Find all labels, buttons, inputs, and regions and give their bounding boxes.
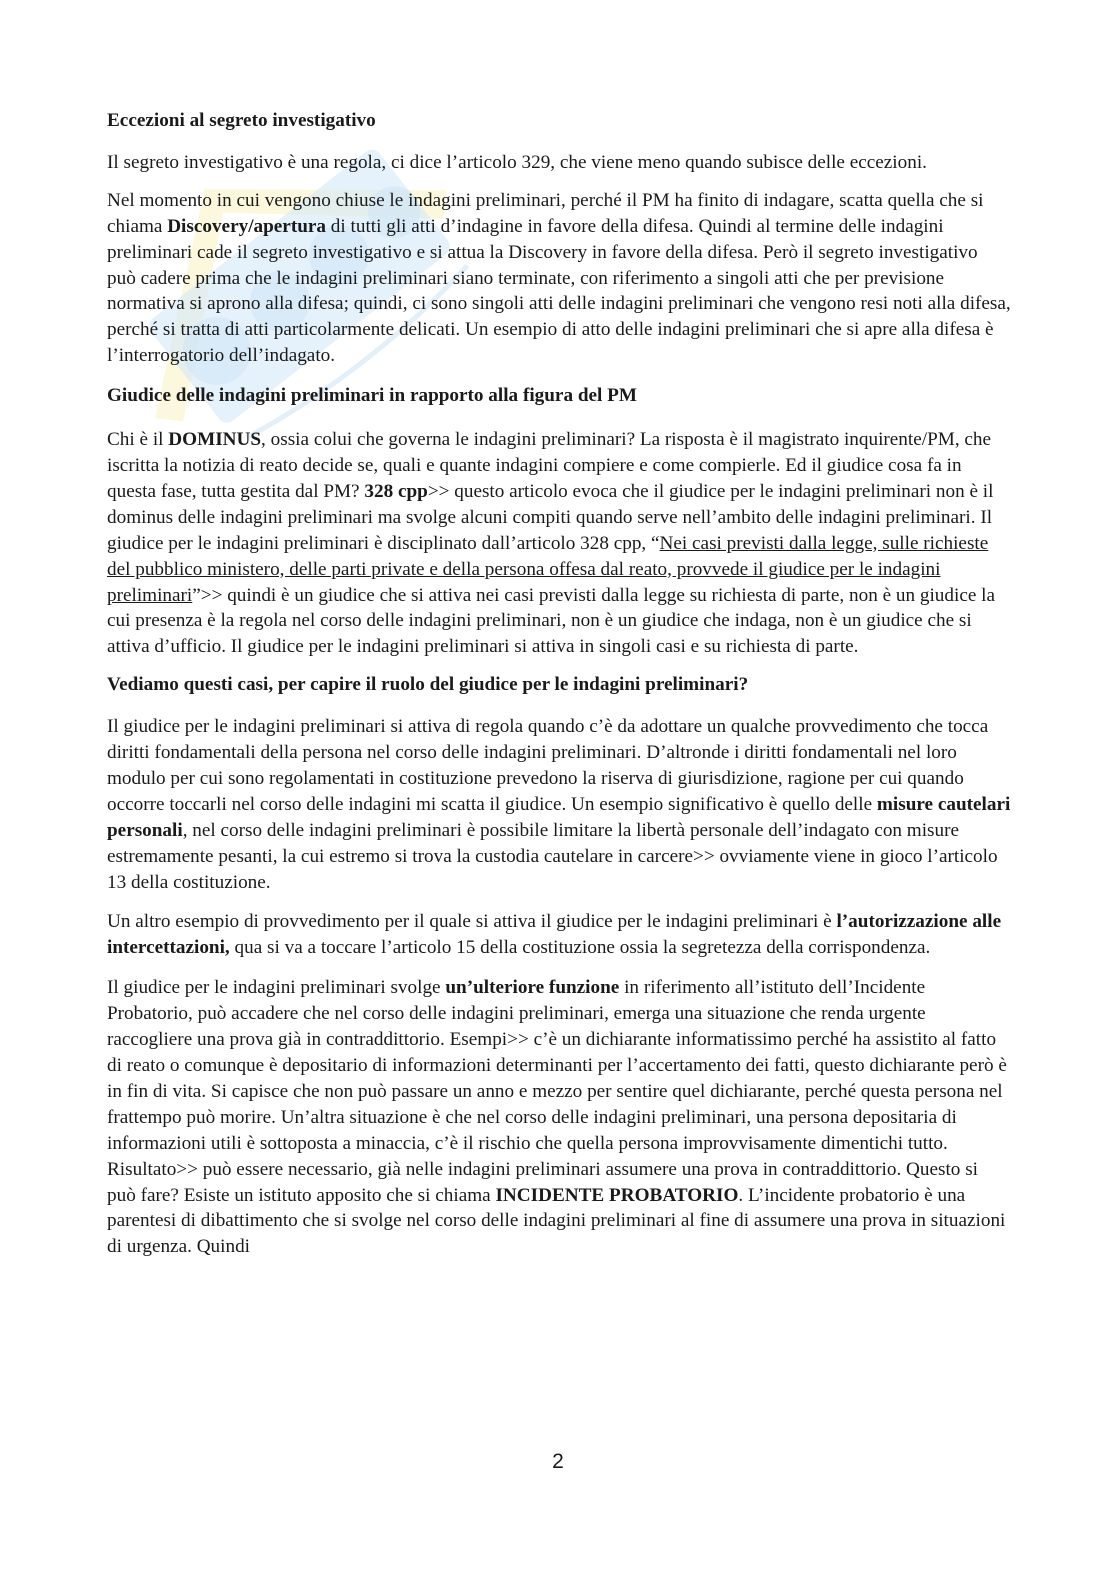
bold-328-cpp: 328 cpp: [364, 480, 428, 502]
bold-misure-cautelari: misure cautelari personali: [107, 793, 1011, 841]
paragraph-misure-cautelari: Il giudice per le indagini preliminari si attiva di regola quando c’è da adottare un qualche provvedimento che tocca diritti fondamentali della persona nel corso delle indagini preliminari. D’altronde i diritti fondamentali nel loro modulo per cui sono regolamentati in costituzione prevedono la riserva di giurisdizione, ragione per cui quando occorre toccarli nel corso delle indagini mi scatta il giudice. Un esempio significativo è quello delle misure cautelari personali, nel corso delle indagini preliminari è possibile limitare la libertà personale dell’indagato con misure estremamente pesanti, la cui estremo si trova la custodia cautelare in carcere>> ovviamente viene in gioco l’articolo 13 della costituzione.: [107, 716, 1011, 893]
bold-incidente-probatorio: INCIDENTE PROBATORIO: [495, 1184, 739, 1206]
bold-discovery-apertura: Discovery/apertura: [167, 215, 326, 237]
paragraph-segreto-regola: Il segreto investigativo è una regola, ci dice l’articolo 329, che viene meno quando subisce delle eccezioni.: [107, 151, 927, 173]
bold-ulteriore-funzione: un’ulteriore funzione: [445, 977, 620, 999]
page-number: 2: [552, 1450, 564, 1473]
document-body: [107, 108, 1011, 1260]
paragraph-discovery: Nel momento in cui vengono chiuse le indagini preliminari, perché il PM ha finito di indagare, scatta quella che si chiama Discovery/apertura di tutti gli atti d’indagine in favore della difesa. Quindi al termine delle indagini preliminari cade il segreto investigativo e si attua la Discovery in favore della difesa. Però il segreto investigativo può cadere prima che le indagini preliminari siano terminate, con riferimento a singoli atti che per previsione normativa si aprono alla difesa; quindi, ci sono singoli atti delle indagini preliminari che vengono resi noti alla difesa, perché si tratta di atti particolarmente delicati. Un esempio di atto delle indagini preliminari che si apre alla difesa è l’interrogatorio dell’indagato.: [107, 189, 1011, 367]
quoted-article-328: Nei casi previsti dalla legge, sulle richieste del pubblico ministero, delle parti private e della persona offesa dal reato, provvede il giudice per le indagini preliminari: [107, 532, 989, 606]
paragraph-dominus: Chi è il DOMINUS, ossia colui che governa le indagini preliminari? La risposta è il magistrato inquirente/PM, che iscritta la notizia di reato decide se, quali e quante indagini compiere e come compierle. Ed il giudice cosa fa in questa fase, tutta gestita dal PM? 328 cpp>> questo articolo evoca che il giudice per le indagini preliminari non è il dominus delle indagini preliminari ma svolge alcuni compiti quando serve nell’ambito delle indagini preliminari. Il giudice per le indagini preliminari è disciplinato dall’articolo 328 cpp, “Nei casi previsti dalla legge, sulle richieste del pubblico ministero, delle parti private e della persona offesa dal reato, provvede il giudice per le indagini preliminari”>> quindi è un giudice che si attiva nei casi previsti dalla legge su richiesta di parte, non è un giudice la cui presenza è la regola nel corso delle indagini preliminari, non è un giudice che indaga, non è un giudice che si attiva d’ufficio. Il giudice per le indagini preliminari si attiva in singoli casi e su richiesta di parte.: [107, 429, 995, 658]
section-heading-eccezioni: Eccezioni al segreto investigativo: [107, 110, 376, 131]
bold-dominus: DOMINUS: [168, 429, 262, 451]
section-heading-giudice-pm: Giudice delle indagini preliminari in rapporto alla figura del PM: [107, 385, 637, 407]
paragraph-incidente-probatorio: Il giudice per le indagini preliminari svolge un’ulteriore funzione in riferimento all’istituto dell’Incidente Probatorio, può accadere che nel corso delle indagini preliminari, emerga una situazione che renda urgente raccogliere una prova già in contraddittorio. Esempi>> c’è un dichiarante informatissimo perché ha assistito al fatto di reato o comunque è depositario di informazioni determinanti per l’accertamento dei fatti, questo dichiarante però è in fin di vita. Si capisce che non può passare un anno e mezzo per sentire quel dichiarante, perché questa persona nel frattempo può morire. Un’altra situazione è che nel corso delle indagini preliminari, una persona depositaria di informazioni utili è sottoposta a minaccia, c’è il rischio che quella persona improvvisamente dimentichi tutto. Risultato>> può essere necessario, già nelle indagini preliminari assumere una prova in contraddittorio. Questo si può fare? Esiste un istituto apposito che si chiama INCIDENTE PROBATORIO. L’incidente probatorio è una parentesi di dibattimento che si svolge nel corso delle indagini preliminari al fine di assumere una prova in situazioni di urgenza. Quindi: [107, 977, 1007, 1258]
section-heading-casi-giudice: Vediamo questi casi, per capire il ruolo del giudice per le indagini preliminari?: [107, 674, 749, 696]
paragraph-intercettazioni: Un altro esempio di provvedimento per il quale si attiva il giudice per le indagini preliminari è l’autorizzazione alle intercettazioni, qua si va a toccare l’articolo 15 della costituzione ossia la segretezza della corrispondenza.: [107, 911, 1002, 959]
bold-autorizzazione-intercettazioni: l’autorizzazione alle intercettazioni,: [107, 911, 1002, 959]
